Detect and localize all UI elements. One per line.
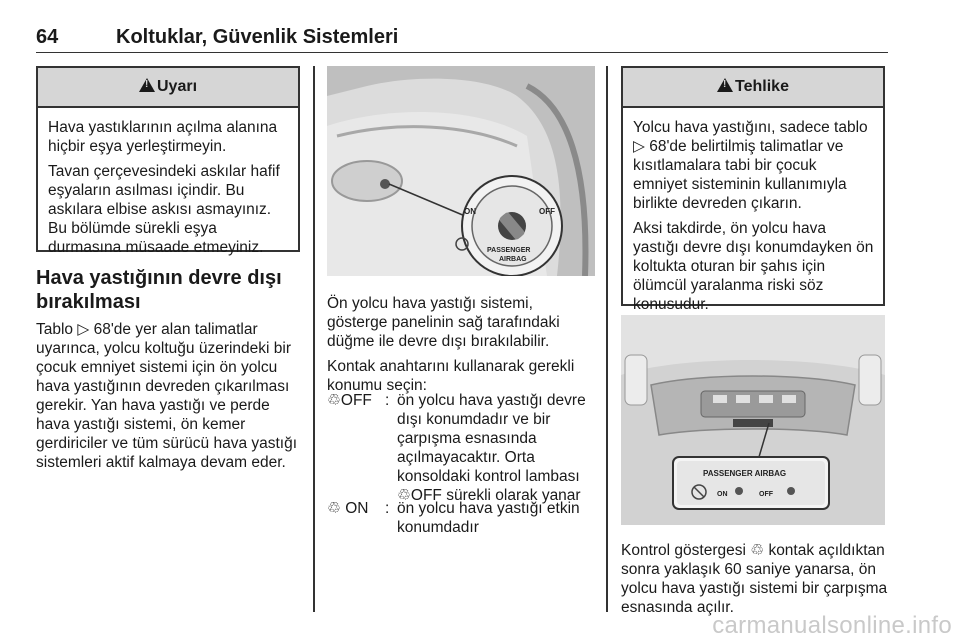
page-number: 64 <box>36 26 59 48</box>
middle-instruction: Kontak anahtarını kullanarak gerekli konumu seçin: <box>327 358 575 394</box>
danger-box-body <box>623 108 883 328</box>
indicator-on-label: ON <box>717 491 728 498</box>
middle-text <box>327 294 595 401</box>
warning-triangle-icon <box>139 78 155 92</box>
danger-paragraph: Yolcu hava yastığını, sadece tablo ▷ 68'de belirtilmiş talimatlar ve kısıtlamalara tabi bir çocuk emniyet sisteminin kullanımıyla birlikte devreden çıkarın. <box>633 119 868 212</box>
right-caption-paragraph: Kontrol göstergesi ♲ kontak açıldıktan sonra yaklaşık 60 saniye yanarsa, ön yolcu hava yastığı sistemi bir çarpışma esnasında açılır. <box>621 542 888 616</box>
switch-airbag-label: AIRBAG <box>499 256 527 263</box>
danger-box-header <box>623 68 883 108</box>
airbag-switch-svg <box>327 66 595 276</box>
page-header <box>36 24 888 53</box>
section-paragraph: Tablo ▷ 68'de yer alan talimatlar uyarınca, yolcu koltuğu üzerindeki bir çocuk emniyet sistemi için ön yolcu hava yastığının devreden çıkarılması gerekir. Yan hava yastığı ve perde hava yastığı sistemi, ön kemer gerdiriciler ve tüm sürücü hava yastığı sistemleri aktif kalmaya devam eder. <box>36 321 298 471</box>
warning-box-title: Uyarı <box>156 78 198 95</box>
danger-box-title: Tehlike <box>735 78 789 95</box>
watermark-url: carmanualsonline.info <box>712 612 952 639</box>
right-caption <box>621 541 889 623</box>
indicator-off-label: OFF <box>759 491 773 498</box>
warning-paragraph: Tavan çerçevesindeki askılar hafif eşyaların asılması içindir. Bu askılara elbise askısı asmayınız. Bu bölümde sürekli eşya durmasına müsaade etmeyiniz. <box>48 163 280 256</box>
switch-on-label: ON <box>464 207 476 216</box>
section-body <box>36 320 302 478</box>
definition-desc-off: ön yolcu hava yastığı devre dışı konumdadır ve bir çarpışma esnasında açılmayacaktır. Orta konsoldaki kontrol lambası ♲OFF sürekli olarak yanar <box>397 392 586 504</box>
definition-on <box>327 499 595 539</box>
section-heading: Hava yastığının devre dışı bırakılması <box>36 267 282 313</box>
warning-box-body <box>38 108 298 271</box>
switch-off-label: OFF <box>539 207 555 216</box>
middle-caption: Ön yolcu hava yastığı sistemi, gösterge panelinin sağ tarafındaki düğme ile devre dışı bırakılabilir. <box>327 295 560 350</box>
definition-desc-on: ön yolcu hava yastığı etkin konumdadır <box>397 500 580 536</box>
danger-box <box>621 66 885 313</box>
indicator-passenger-airbag-label: PASSENGER AIRBAG <box>703 469 787 478</box>
definition-term-off: ♲OFF <box>327 392 372 409</box>
airbag-indicator-illustration <box>621 315 885 525</box>
switch-passenger-label: PASSENGER <box>487 247 531 254</box>
danger-paragraph: Aksi takdirde, ön yolcu hava yastığı devre dışı konumdayken ön koltukta oturan bir şahıs için ölümcül yaralanma riski söz konusudur. <box>633 220 874 313</box>
airbag-indicator-svg <box>621 315 885 525</box>
airbag-off-icon: ♲ <box>327 392 341 409</box>
definition-separator: : <box>385 392 390 409</box>
page-title: Koltuklar, Güvenlik Sistemleri <box>116 26 399 48</box>
definition-off <box>327 391 595 504</box>
column-divider-right <box>606 66 608 612</box>
warning-paragraph: Hava yastıklarının açılma alanına hiçbir eşya yerleştirmeyin. <box>48 119 278 155</box>
definition-separator: : <box>385 500 390 517</box>
definition-term-on: ♲ ON <box>327 500 369 517</box>
airbag-on-icon: ♲ <box>327 500 341 517</box>
warning-box-header <box>38 68 298 108</box>
warning-box <box>36 66 300 256</box>
column-divider-left <box>313 66 315 612</box>
warning-triangle-icon <box>717 78 733 92</box>
airbag-switch-illustration <box>327 66 595 276</box>
